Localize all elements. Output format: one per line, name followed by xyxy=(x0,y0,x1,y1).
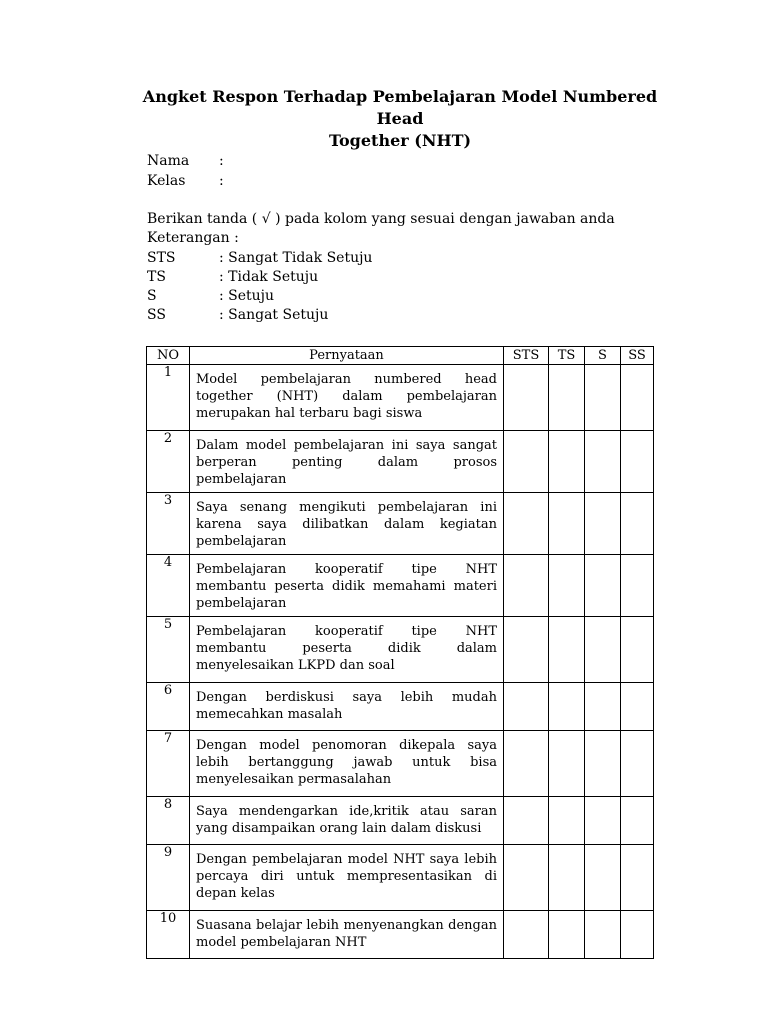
legend-code: TS xyxy=(147,269,166,285)
row-statement xyxy=(190,431,504,493)
row-number: 1 xyxy=(147,365,190,431)
answer-cell-ts[interactable] xyxy=(549,555,585,617)
row-number: 7 xyxy=(147,731,190,797)
header-sts: STS xyxy=(504,347,549,365)
legend-code: STS xyxy=(147,250,176,266)
legend-ts xyxy=(147,268,318,287)
row-number: 3 xyxy=(147,493,190,555)
answer-cell-ss[interactable] xyxy=(621,911,654,959)
answer-cell-ss[interactable] xyxy=(621,617,654,683)
answer-cell-ts[interactable] xyxy=(549,683,585,731)
legend-ss xyxy=(147,306,328,325)
row-statement xyxy=(190,731,504,797)
answer-cell-sts[interactable] xyxy=(504,431,549,493)
row-number: 8 xyxy=(147,797,190,845)
table-header-row xyxy=(147,347,654,365)
answer-cell-ss[interactable] xyxy=(621,683,654,731)
answer-cell-ts[interactable] xyxy=(549,617,585,683)
answer-cell-s[interactable] xyxy=(585,797,621,845)
answer-cell-sts[interactable] xyxy=(504,731,549,797)
answer-cell-s[interactable] xyxy=(585,555,621,617)
answer-cell-s[interactable] xyxy=(585,617,621,683)
legend-code: SS xyxy=(147,307,166,323)
header-statement: Pernyataan xyxy=(190,347,504,365)
legend-desc: : Sangat Setuju xyxy=(219,307,329,323)
answer-cell-ss[interactable] xyxy=(621,493,654,555)
header-no: NO xyxy=(147,347,190,365)
answer-cell-sts[interactable] xyxy=(504,845,549,911)
survey-table xyxy=(146,346,654,959)
answer-cell-s[interactable] xyxy=(585,365,621,431)
table-row xyxy=(147,365,654,431)
document-title xyxy=(130,86,670,152)
statement-text: Dalam model pembelajaran ini saya sangat berperan penting dalam prosos pembelajaran xyxy=(196,438,497,487)
header-ss: SS xyxy=(621,347,654,365)
title-line-1: Angket Respon Terhadap Pembelajaran Model Numbered Head xyxy=(142,87,658,128)
answer-cell-s[interactable] xyxy=(585,493,621,555)
legend-sts xyxy=(147,249,372,268)
answer-cell-ts[interactable] xyxy=(549,797,585,845)
legend-code: S xyxy=(147,288,157,304)
instruction-text: Berikan tanda ( √ ) pada kolom yang sesuai dengan jawaban anda xyxy=(147,211,615,227)
header-ts: TS xyxy=(549,347,585,365)
field-separator: : xyxy=(219,173,224,189)
legend-desc: : Sangat Tidak Setuju xyxy=(219,250,373,266)
field-separator: : xyxy=(219,153,224,169)
answer-cell-ss[interactable] xyxy=(621,845,654,911)
table-row xyxy=(147,555,654,617)
row-statement xyxy=(190,911,504,959)
legend-s xyxy=(147,287,274,306)
statement-text: Pembelajaran kooperatif tipe NHT membantu peserta didik dalam menyelesaikan LKPD dan soal xyxy=(196,624,497,673)
table-row xyxy=(147,431,654,493)
answer-cell-sts[interactable] xyxy=(504,683,549,731)
row-statement xyxy=(190,797,504,845)
row-number: 5 xyxy=(147,617,190,683)
row-number: 4 xyxy=(147,555,190,617)
field-nama xyxy=(147,152,224,171)
row-number: 9 xyxy=(147,845,190,911)
row-statement xyxy=(190,493,504,555)
statement-text: Suasana belajar lebih menyenangkan dengan model pembelajaran NHT xyxy=(196,918,497,950)
row-statement xyxy=(190,683,504,731)
answer-cell-sts[interactable] xyxy=(504,617,549,683)
answer-cell-s[interactable] xyxy=(585,845,621,911)
table-row xyxy=(147,797,654,845)
answer-cell-ss[interactable] xyxy=(621,365,654,431)
table-row xyxy=(147,911,654,959)
statement-text: Pembelajaran kooperatif tipe NHT membantu peserta didik memahami materi pembelajaran xyxy=(196,562,497,611)
row-number: 10 xyxy=(147,911,190,959)
statement-text: Saya mendengarkan ide,kritik atau saran yang disampaikan orang lain dalam diskusi xyxy=(196,804,497,836)
table-row xyxy=(147,683,654,731)
answer-cell-sts[interactable] xyxy=(504,797,549,845)
answer-cell-ts[interactable] xyxy=(549,845,585,911)
row-statement xyxy=(190,845,504,911)
table-row xyxy=(147,617,654,683)
answer-cell-s[interactable] xyxy=(585,683,621,731)
answer-cell-ss[interactable] xyxy=(621,731,654,797)
statement-text: Dengan pembelajaran model NHT saya lebih percaya diri untuk mempresentasikan di depan kelas xyxy=(196,852,497,901)
answer-cell-s[interactable] xyxy=(585,731,621,797)
answer-cell-ts[interactable] xyxy=(549,493,585,555)
answer-cell-sts[interactable] xyxy=(504,911,549,959)
field-label: Nama xyxy=(147,153,190,169)
legend-desc: : Setuju xyxy=(219,288,275,304)
table-row xyxy=(147,493,654,555)
answer-cell-ts[interactable] xyxy=(549,365,585,431)
answer-cell-ss[interactable] xyxy=(621,797,654,845)
answer-cell-s[interactable] xyxy=(585,431,621,493)
answer-cell-sts[interactable] xyxy=(504,493,549,555)
row-statement xyxy=(190,365,504,431)
row-statement xyxy=(190,555,504,617)
answer-cell-ts[interactable] xyxy=(549,431,585,493)
answer-cell-s[interactable] xyxy=(585,911,621,959)
table-row xyxy=(147,731,654,797)
row-statement xyxy=(190,617,504,683)
legend-heading: Keterangan : xyxy=(147,230,239,246)
answer-cell-sts[interactable] xyxy=(504,365,549,431)
statement-text: Dengan model penomoran dikepala saya lebih bertanggung jawab untuk bisa menyelesaikan permasalahan xyxy=(196,738,497,787)
statement-text: Dengan berdiskusi saya lebih mudah memecahkan masalah xyxy=(196,690,497,722)
row-number: 6 xyxy=(147,683,190,731)
legend-desc: : Tidak Setuju xyxy=(219,269,319,285)
row-number: 2 xyxy=(147,431,190,493)
answer-cell-ts[interactable] xyxy=(549,911,585,959)
title-line-2: Together (NHT) xyxy=(328,131,472,150)
statement-text: Saya senang mengikuti pembelajaran ini karena saya dilibatkan dalam kegiatan pembelajaran xyxy=(196,500,497,549)
answer-cell-sts[interactable] xyxy=(504,555,549,617)
header-s: S xyxy=(585,347,621,365)
statement-text: Model pembelajaran numbered head together (NHT) dalam pembelajaran merupakan hal terbaru bagi siswa xyxy=(196,372,497,421)
table-row xyxy=(147,845,654,911)
field-kelas xyxy=(147,172,224,191)
answer-cell-ss[interactable] xyxy=(621,555,654,617)
answer-cell-ts[interactable] xyxy=(549,731,585,797)
answer-cell-ss[interactable] xyxy=(621,431,654,493)
field-label: Kelas xyxy=(147,173,186,189)
